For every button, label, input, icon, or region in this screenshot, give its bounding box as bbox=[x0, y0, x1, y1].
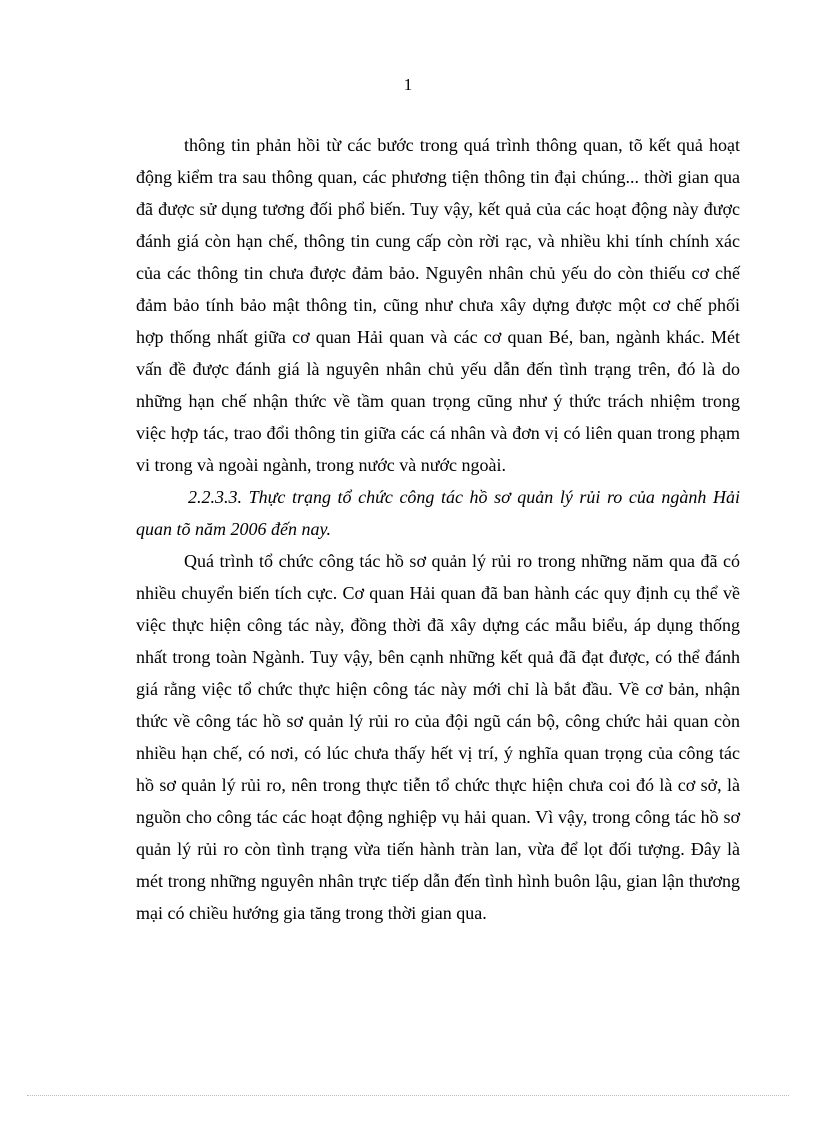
document-body bbox=[136, 129, 740, 929]
footer-divider bbox=[27, 1095, 789, 1096]
paragraph-2: Quá trình tổ chức công tác hồ sơ quản lý rủi ro trong những năm qua đã có nhiều chuyển biến tích cực. Cơ quan Hải quan đã ban hành các quy định cụ thể về việc thực hiện công tác này, đồng thời đã xây dựng các mẫu biểu, áp dụng thống nhất trong toàn Ngành. Tuy vậy, bên cạnh những kết quả đã đạt được, có thể đánh giá rằng việc tổ chức thực hiện công tác này mới chỉ là bắt đầu. Về cơ bản, nhận thức về công tác hồ sơ quản lý rủi ro của đội ngũ cán bộ, công chức hải quan còn nhiều hạn chế, có nơi, có lúc chưa thấy hết vị trí, ý nghĩa quan trọng của công tác hồ sơ quản lý rủi ro, nên trong thực tiễn tổ chức thực hiện chưa coi đó là cơ sở, là nguồn cho công tác các hoạt động nghiệp vụ hải quan. Vì vậy, trong công tác hồ sơ quản lý rủi ro còn tình trạng vừa tiến hành tràn lan, vừa để lọt đối tượng. Đây là mét trong những nguyên nhân trực tiếp dẫn đến tình hình buôn lậu, gian lận thương mại có chiều hướng gia tăng trong thời gian qua. bbox=[136, 551, 740, 923]
section-heading: 2.2.3.3. Thực trạng tổ chức công tác hồ sơ quản lý rủi ro của ngành Hải quan tõ năm 2006 đến nay. bbox=[136, 487, 740, 539]
page-number: 1 bbox=[403, 75, 413, 94]
paragraph-1: thông tin phản hồi từ các bước trong quá trình thông quan, tõ kết quả hoạt động kiểm tra sau thông quan, các phương tiện thông tin đại chúng... thời gian qua đã được sử dụng tương đối phổ biến. Tuy vậy, kết quả của các hoạt động này được đánh giá còn hạn chế, thông tin cung cấp còn rời rạc, và nhiều khi tính chính xác của các thông tin chưa được đảm bảo. Nguyên nhân chủ yếu do còn thiếu cơ chế đảm bảo tính bảo mật thông tin, cũng như chưa xây dựng được một cơ chế phối hợp thống nhất giữa cơ quan Hải quan và các cơ quan Bé, ban, ngành khác. Mét vấn đề được đánh giá là nguyên nhân chủ yếu dẫn đến tình trạng trên, đó là do những hạn chế nhận thức về tầm quan trọng cũng như ý thức trách nhiệm trong việc hợp tác, trao đổi thông tin giữa các cá nhân và đơn vị có liên quan trong phạm vi trong và ngoài ngành, trong nước và nước ngoài. bbox=[136, 135, 740, 475]
